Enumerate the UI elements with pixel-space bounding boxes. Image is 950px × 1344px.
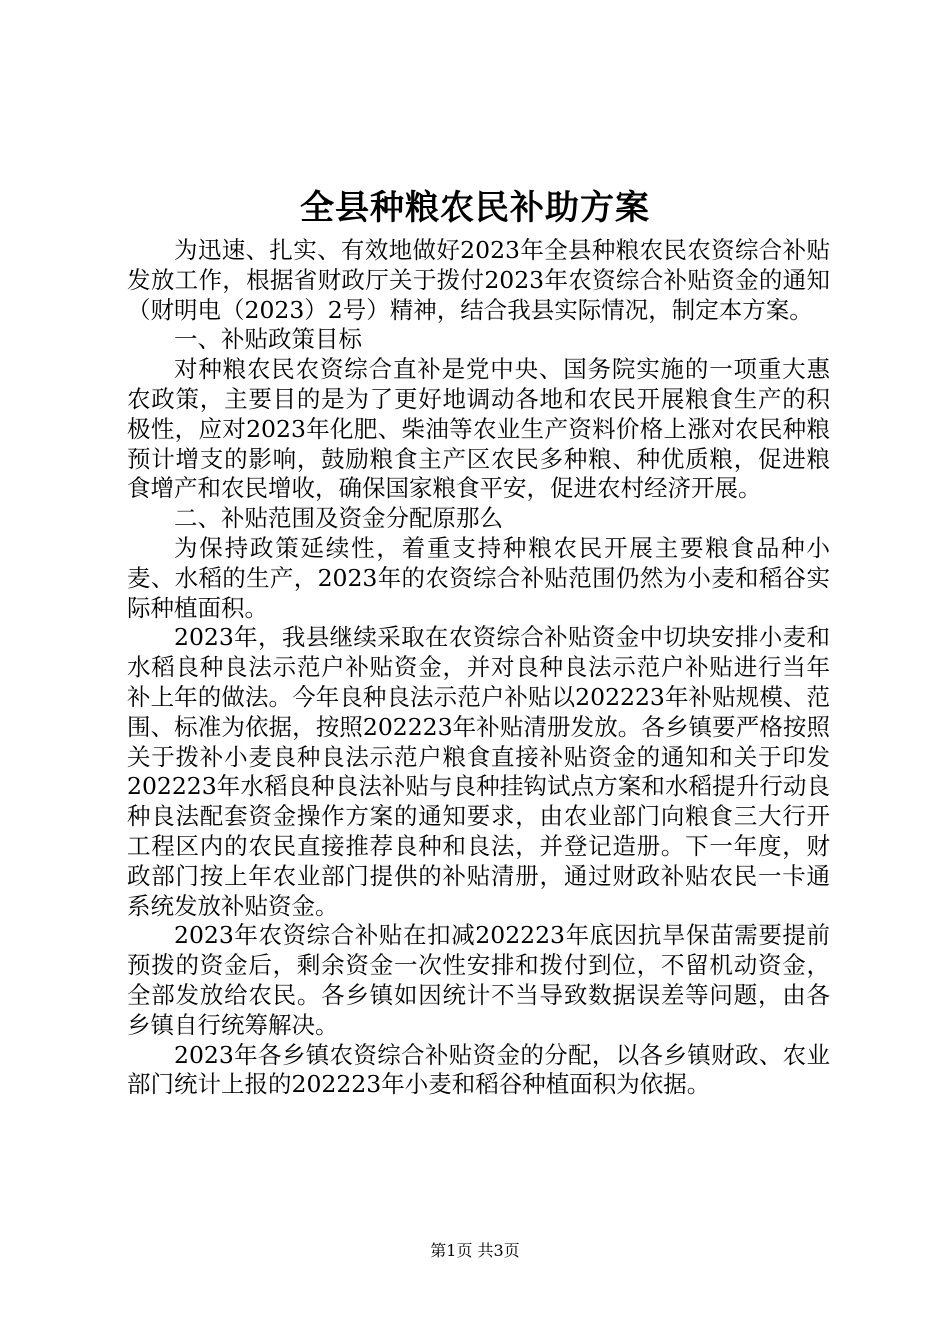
- page-number-footer: 第1页 共3页: [430, 1241, 520, 1260]
- paragraph-township-distribution: 2023年各乡镇农资综合补贴资金的分配，以各乡镇财政、农业部门统计上报的202223年小麦和稻谷种植面积为依据。: [127, 1040, 830, 1099]
- section-heading-1: 一、补贴政策目标: [174, 325, 362, 354]
- section-heading-2: 二、补贴范围及资金分配原那么: [174, 504, 503, 533]
- document-title: 全县种粮农民补助方案: [300, 188, 650, 228]
- document-body: [127, 236, 830, 1100]
- paragraph-scope: 为保持政策延续性，着重支持种粮农民开展主要粮食品种小麦、水稻的生产，2023年的农资综合补贴范围仍然为小麦和稻谷实际种植面积。: [127, 533, 830, 622]
- paragraph-demonstration-subsidy: 2023年，我县继续采取在农资综合补贴资金中切块安排小麦和水稻良种良法示范户补贴资金，并对良种良法示范户补贴进行当年补上年的做法。今年良种良法示范户补贴以202223年补贴规模、范围、标准为依据，按照202223年补贴清册发放。各乡镇要严格按照关于拨补小麦良种良法示范户粮食直接补贴资金的通知和关于印发202223年水稻良种良法补贴与良种挂钩试点方案和水稻提升行动良种良法配套资金操作方案的通知要求，由农业部门向粮食三大行开工程区内的农民直接推荐良种和良法，并登记造册。下一年度，财政部门按上年农业部门提供的补贴清册，通过财政补贴农民一卡通系统发放补贴资金。: [127, 623, 830, 920]
- paragraph-intro: 为迅速、扎实、有效地做好2023年全县种粮农民农资综合补贴发放工作，根据省财政厅关于拨付2023年农资综合补贴资金的通知（财明电（2023）2号）精神，结合我县实际情况，制定本方案。: [127, 236, 830, 324]
- paragraph-fund-allocation: 2023年农资综合补贴在扣减202223年底因抗旱保苗需要提前预拨的资金后，剩余资金一次性安排和拨付到位，不留机动资金，全部发放给农民。各乡镇如因统计不当导致数据误差等问题，由各乡镇自行统筹解决。: [127, 921, 830, 1039]
- paragraph-policy-goal: 对种粮农民农资综合直补是党中央、国务院实施的一项重大惠农政策，主要目的是为了更好地调动各地和农民开展粮食生产的积极性，应对2023年化肥、柴油等农业生产资料价格上涨对农民种粮预计增支的影响，鼓励粮食主产区农民多种粮、种优质粮，促进粮食增产和农民增收，确保国家粮食平安，促进农村经济开展。: [127, 355, 830, 503]
